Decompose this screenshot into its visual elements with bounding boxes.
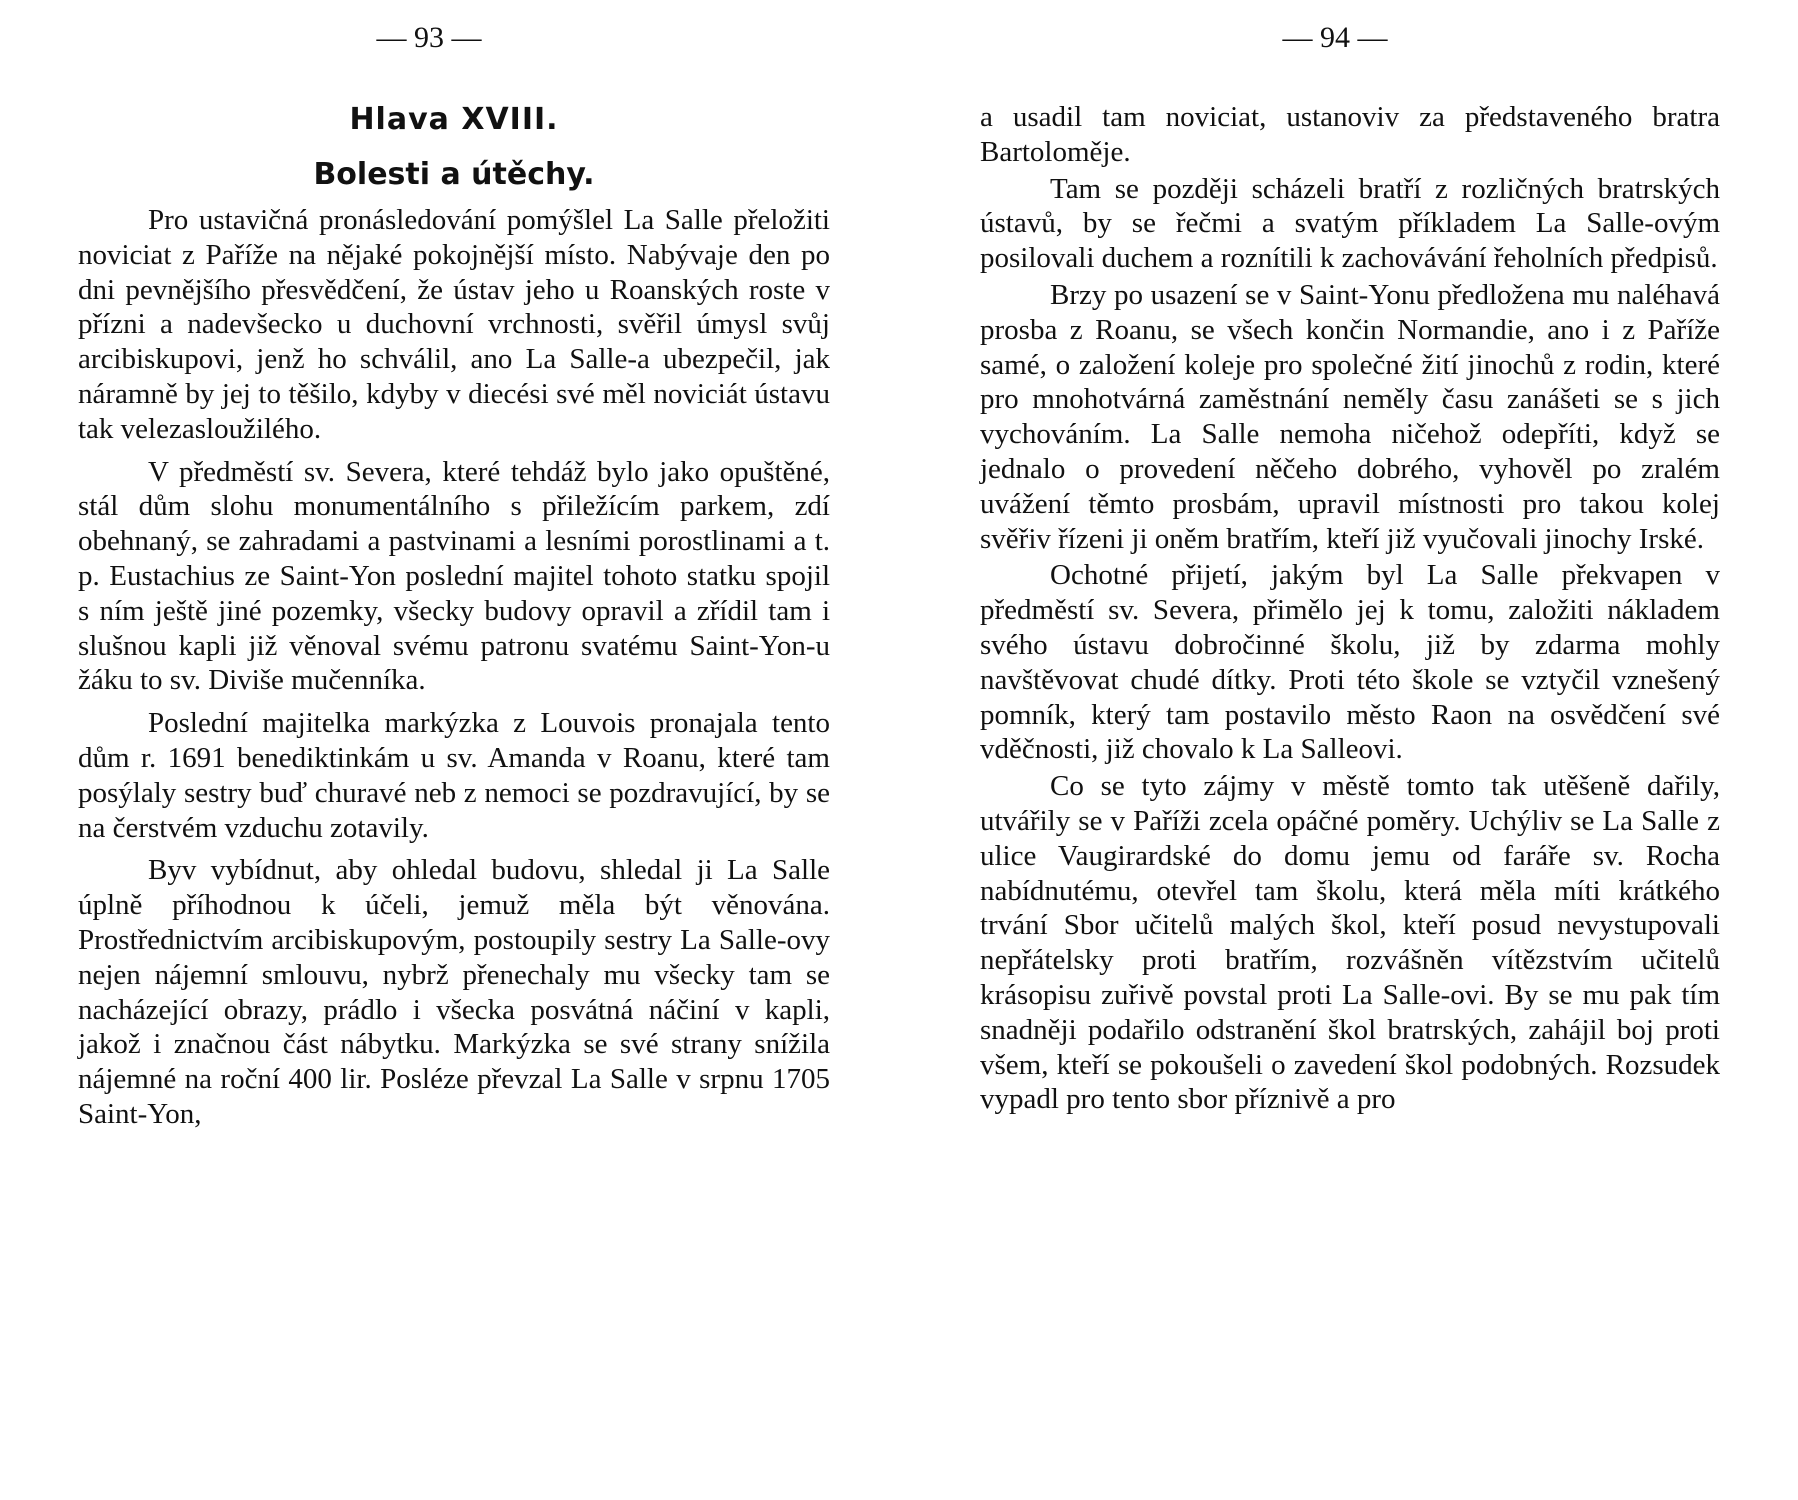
page-number-right: — 94 — <box>1282 21 1388 54</box>
chapter-title: Hlava XVIII. <box>349 102 559 137</box>
right-page <box>980 0 1720 1500</box>
chapter-subtitle: Bolesti a útěchy. <box>313 157 595 192</box>
paragraph: Tam se později scházeli bratří z rozličných bratrských ústavů, by se řečmi a svatým příkladem La Salle-ovým posilovali duchem a roznítili k zachovávání řeholních předpisů. <box>980 172 1720 275</box>
paragraph: Co se tyto zájmy v městě tomto tak utěšeně dařily, utvářily se v Paříži zcela opáčné poměry. Uchýliv se La Salle z ulice Vaugirardské do domu jemu od faráře sv. Rocha nabídnutému, otevřel tam školu, která měla míti krátkého trvání Sbor učitelů malých škol, kteří posud nevystupovali nepřátelsky proti bratřím, rozvášněn vítězstvím učitelů krásopisu zuřivě povstal proti La Salle-ovi. By se mu pak tím snadněji podařilo odstranění škol bratrských, zahájil boj proti všem, kteří se pokoušeli o zavedení škol podobných. Rozsudek vypadl pro tento sbor příznivě a pro <box>980 770 1720 1116</box>
paragraph-continuation: a usadil tam noviciat, ustanoviv za představeného bratra Bartoloměje. <box>980 101 1720 168</box>
paragraph: Pro ustavičná pronásledování pomýšlel La Salle přeložiti noviciat z Paříže na nějaké pokojnější místo. Nabývaje den po dni pevnějšího přesvědčení, že ústav jeho u Roanských roste v přízni a nadevšecko u duchovní vrchnosti, svěřil úmysl svůj arcibiskupovi, jenž ho schválil, ano La Salle-a ubezpečil, jak náramně by jej to těšilo, kdyby v diecési své měl noviciát ústavu tak velezasloužilého. <box>78 204 830 445</box>
left-page-body <box>78 203 830 1132</box>
paragraph: Poslední majitelka markýzka z Louvois pronajala tento dům r. 1691 benediktinkám u sv. Amanda v Roanu, které tam posýlaly sestry buď churavé neb z nemoci se pozdravující, by se na čerstvém vzduchu zotavily. <box>78 707 830 844</box>
paragraph: Brzy po usazení se v Saint-Yonu předložena mu naléhavá prosba z Roanu, se všech končin Normandie, ano i z Paříže samé, o založení koleje pro společné žití jinochů z rodin, které pro mnohotvárná zaměstnání neměly času zanášeti se s jich vychováním. La Salle nemoha ničehož odepříti, když se jednalo o provedení něčeho dobrého, vyhověl po zralém uvážení těmto prosbám, upravil místnosti pro takou kolej svěřiv řízeni ji oněm bratřím, kteří již vyučovali jinochy Irské. <box>980 278 1720 555</box>
right-page-body <box>980 100 1720 1117</box>
paragraph: V předměstí sv. Severa, které tehdáž bylo jako opuštěné, stál dům slohu monumentálního s přiležícím parkem, zdí obehnaný, se zahradami a pastvinami a lesními porostlinami a t. p. Eustachius ze Saint-Yon poslední majitel tohoto statku spojil s ním ještě jiné pozemky, všecky budovy opravil a zřídil tam i slušnou kapli již věnoval svému patronu svatému Saint-Yon-u žáku to sv. Diviše mučenníka. <box>78 455 830 697</box>
left-page <box>78 0 830 1500</box>
paragraph: Ochotné přijetí, jakým byl La Salle překvapen v předměstí sv. Severa, přimělo jej k tomu, založiti nákladem svého ústavu dobročinné školu, již by zdarma mohly navštěvovat chudé dítky. Proti této škole se vztyčil vznešený pomník, který tam postavilo město Raon na osvědčení své vděčnosti, již chovalo k La Salleovi. <box>980 559 1720 766</box>
page-number-left: — 93 — <box>376 21 482 54</box>
paragraph: Byv vybídnut, aby ohledal budovu, shledal ji La Salle úplně příhodnou k účeli, jemuž měla být věnována. Prostřednictvím arcibiskupovým, postoupily sestry La Salle-ovy nejen nájemní smlouvu, nybrž přenechaly mu všecky tam se nacházející obrazy, prádlo i všecka posvátná náčiní v kapli, jakož i značnou část nábytku. Markýzka se své strany snížila nájemné na roční 400 lir. Posléze převzal La Salle v srpnu 1705 Saint-Yon, <box>78 854 830 1130</box>
